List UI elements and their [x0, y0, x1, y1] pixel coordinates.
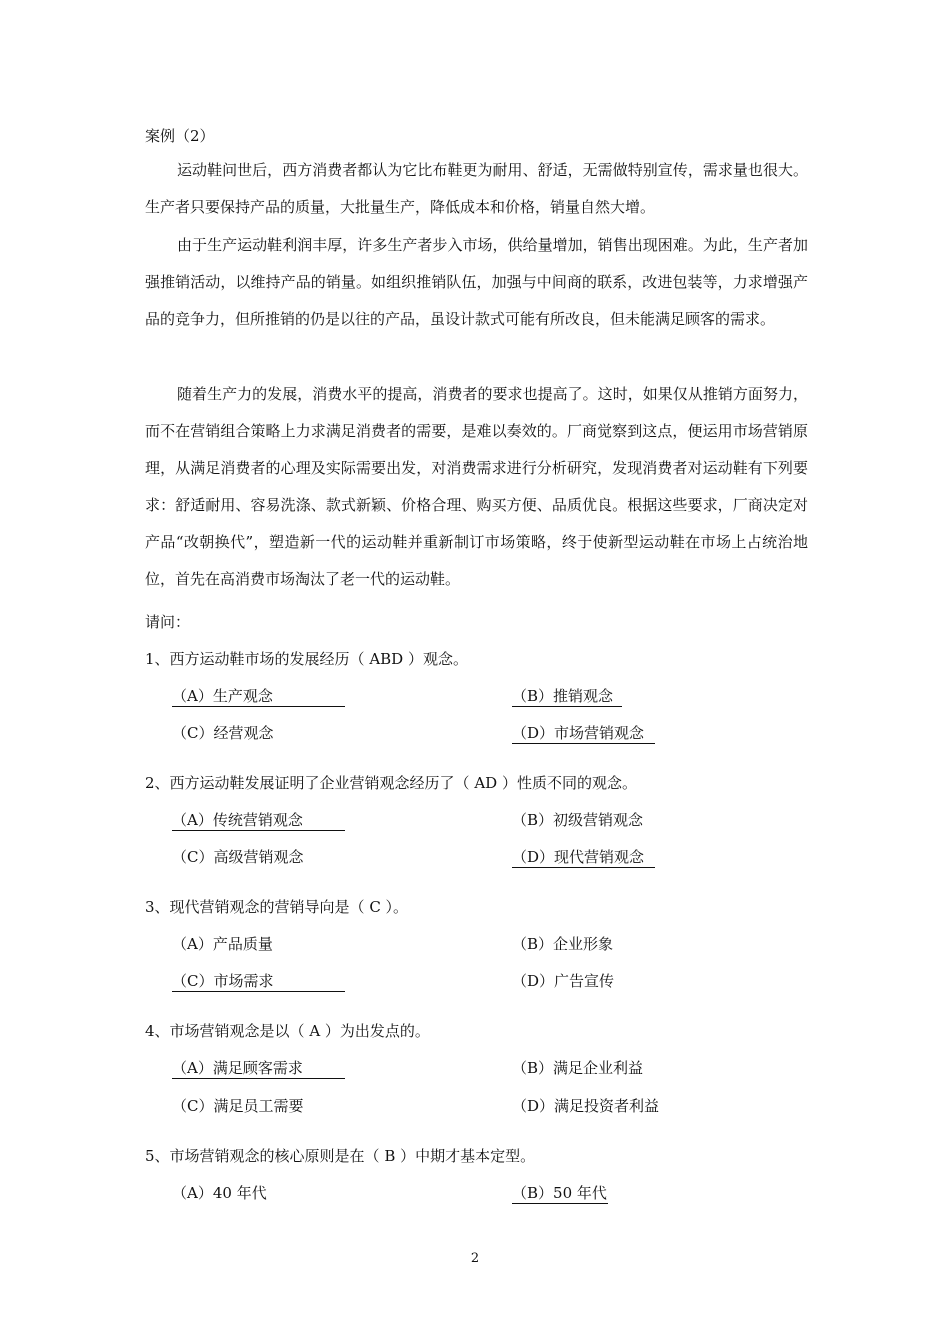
paragraph-2-text: 由于生产运动鞋利润丰厚，许多生产者步入市场，供给量增加，销售出现困难。为此，生产者加强推销活动，以维持产品的销量。如组织推销队伍，加强与中间商的联系，改进包装等，力求增强产品的竞争力，但所推销的仍是以往的产品，虽设计款式可能有所改良，但未能满足顾客的需求。: [145, 236, 808, 328]
question-1: 1、西方运动鞋市场的发展经历（ ABD ）观念。: [145, 650, 468, 668]
q2-option-d: （D）现代营销观念: [512, 847, 655, 868]
q5-option-b: （B）50 年代: [512, 1184, 607, 1202]
q1-option-d: （D）市场营销观念: [512, 723, 655, 744]
q4-option-b: （B）满足企业利益: [512, 1059, 644, 1077]
q1-option-a: （A）生产观念: [172, 686, 345, 707]
q2-option-a: （A）传统营销观念: [172, 810, 345, 831]
q4-option-a: （A）满足顾客需求: [172, 1058, 345, 1079]
ask-label: 请问：: [145, 613, 191, 631]
question-2: 2、西方运动鞋发展证明了企业营销观念经历了（ AD ）性质不同的观念。: [145, 774, 637, 792]
paragraph-3: [145, 376, 808, 598]
case-title: 案例（2）: [145, 127, 215, 145]
q3-option-c: （C）市场需求: [172, 971, 345, 992]
q4-option-d: （D）满足投资者利益: [512, 1097, 660, 1115]
paragraph-1-text: 运动鞋问世后，西方消费者都认为它比布鞋更为耐用、舒适，无需做特别宣传，需求量也很大。生产者只要保持产品的质量，大批量生产，降低成本和价格，销量自然大增。: [145, 161, 808, 216]
q3-option-d: （D）广告宣传: [512, 972, 615, 990]
q2-option-c: （C）高级营销观念: [172, 848, 304, 866]
paragraph-2: [145, 227, 808, 375]
page-number: 2: [470, 1251, 480, 1266]
q3-option-a: （A）产品质量: [172, 935, 273, 953]
q2-option-b: （B）初级营销观念: [512, 811, 644, 829]
question-3: 3、现代营销观念的营销导向是（ C ）。: [145, 898, 409, 916]
paragraph-3-text: 随着生产力的发展，消费水平的提高，消费者的要求也提高了。这时，如果仅从推销方面努力，而不在营销组合策略上力求满足消费者的需要，是难以奏效的。厂商觉察到这点，便运用市场营销原理，从满足消费者的心理及实际需要出发，对消费需求进行分析研究，发现消费者对运动鞋有下列要求：舒适耐用、容易洗涤、款式新颖、价格合理、购买方便、品质优良。根据这些要求，厂商决定对产品“改朝换代”，塑造新一代的运动鞋并重新制订市场策略，终于使新型运动鞋在市场上占统治地位，首先在高消费市场淘汰了老一代的运动鞋。: [145, 385, 808, 588]
paragraph-1: [145, 152, 808, 226]
question-5: 5、市场营销观念的核心原则是在（ B ）中期才基本定型。: [145, 1147, 536, 1165]
q5-option-a: （A）40 年代: [172, 1184, 267, 1202]
question-4: 4、市场营销观念是以（ A ）为出发点的。: [145, 1022, 430, 1040]
q1-option-b: （B）推销观念: [512, 686, 622, 707]
q4-option-c: （C）满足员工需要: [172, 1097, 304, 1115]
q1-option-c: （C）经营观念: [172, 724, 274, 742]
q3-option-b: （B）企业形象: [512, 935, 614, 953]
